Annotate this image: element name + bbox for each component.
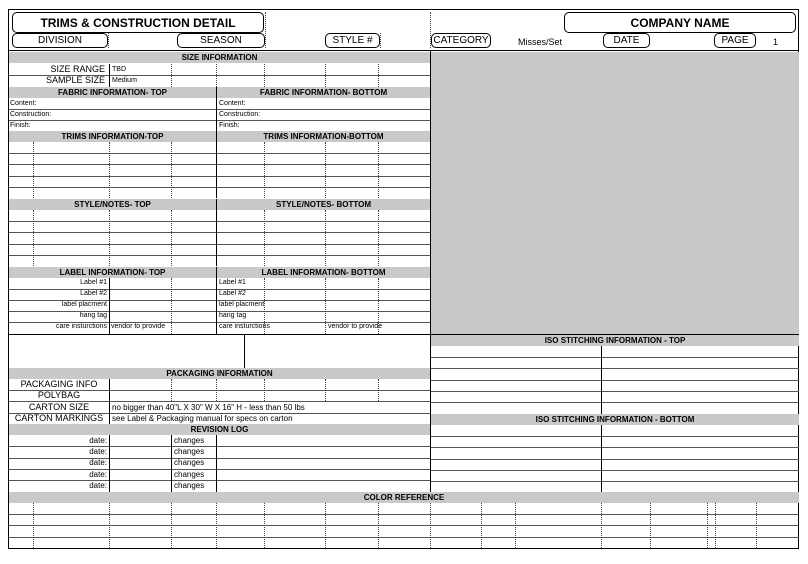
style-notes-top-heading: STYLE/NOTES- TOP [9, 199, 216, 210]
polybag-label: POLYBAG [37, 390, 81, 400]
company-name[interactable] [564, 12, 796, 33]
fabric-top-heading: FABRIC INFORMATION- TOP [9, 87, 216, 98]
style-label: STYLE # [332, 35, 373, 46]
label1-bottom: Label #1 [219, 279, 246, 286]
carton-markings-value[interactable]: see Label & Packaging manual for specs on carton [112, 414, 293, 423]
fabric-bottom-finish[interactable]: Finish: [219, 122, 240, 129]
revision-changes-4: changes [174, 470, 205, 479]
revision-heading: REVISION LOG [9, 424, 430, 435]
sample-size-label: SAMPLE SIZE [45, 75, 105, 85]
hang-tag-bottom: hang tag [219, 312, 247, 319]
revision-changes-3: changes [174, 458, 205, 467]
carton-markings-label: CARTON MARKINGS [14, 413, 104, 423]
category-field[interactable] [431, 33, 491, 48]
revision-date-3: date: [89, 458, 107, 467]
fabric-bottom-heading: FABRIC INFORMATION- BOTTOM [217, 87, 430, 98]
iso-top-heading: ISO STITCHING INFORMATION - TOP [431, 335, 799, 346]
label-bottom-heading: LABEL INFORMATION- BOTTOM [217, 267, 430, 278]
page-field[interactable] [714, 33, 756, 48]
form-title-text: TRIMS & CONSTRUCTION DETAIL [40, 15, 236, 30]
revision-date-1: date: [89, 436, 107, 445]
division-label: DIVISION [38, 35, 82, 46]
size-range-value[interactable]: TBD [112, 66, 126, 73]
carton-size-label: CARTON SIZE [28, 402, 90, 412]
revision-date-5: date: [89, 481, 107, 490]
vendor-top[interactable]: vendor to provide [111, 323, 166, 330]
fabric-bottom-content[interactable]: Content: [219, 100, 246, 107]
category-value: Misses/Set [518, 37, 563, 47]
label-placement-top: label placment [61, 301, 107, 308]
care-top: care insturctions [56, 323, 107, 330]
division-field[interactable] [12, 33, 108, 48]
season-label: SEASON [200, 35, 242, 46]
fabric-top-finish[interactable]: Finish: [10, 122, 31, 129]
company-name-text: COMPANY NAME [630, 15, 730, 30]
date-field[interactable] [603, 33, 650, 48]
label1-top: Label #1 [80, 279, 107, 286]
packaging-info-label: PACKAGING INFO [20, 379, 98, 389]
revision-changes-5: changes [174, 481, 205, 490]
page-value: 1 [773, 37, 779, 47]
color-reference-heading: COLOR REFERENCE [9, 492, 799, 503]
season-field[interactable] [177, 33, 265, 48]
revision-changes-1: changes [174, 436, 205, 445]
fabric-bottom-construction[interactable]: Construction: [219, 111, 261, 118]
label-placement-bottom: label placment [219, 301, 265, 308]
revision-changes-2: changes [174, 447, 205, 456]
sketch-image-area[interactable] [431, 52, 799, 334]
iso-bottom-heading: ISO STITCHING INFORMATION - BOTTOM [431, 414, 799, 425]
label2-bottom: Label #2 [219, 290, 246, 297]
category-label: CATEGORY [433, 35, 489, 46]
trims-top-heading: TRIMS INFORMATION-TOP [9, 131, 216, 142]
label2-top: Label #2 [80, 290, 107, 297]
date-label: DATE [613, 35, 640, 46]
page-label: PAGE [721, 35, 749, 46]
style-field[interactable] [325, 33, 380, 48]
sample-size-value[interactable]: Medium [112, 77, 137, 84]
care-bottom: care insturctions [219, 323, 270, 330]
hang-tag-top: hang tag [79, 312, 107, 319]
size-range-label: SIZE RANGE [50, 64, 105, 74]
style-notes-bottom-heading: STYLE/NOTES- BOTTOM [217, 199, 430, 210]
label-top-heading: LABEL INFORMATION- TOP [9, 267, 216, 278]
vendor-bottom[interactable]: vendor to provide [328, 323, 383, 330]
fabric-top-content[interactable]: Content: [10, 100, 37, 107]
fabric-top-construction[interactable]: Construction: [10, 111, 52, 118]
packaging-heading: PACKAGING INFORMATION [9, 368, 430, 379]
size-info-heading: SIZE INFORMATION [9, 52, 430, 63]
revision-date-2: date: [89, 447, 107, 456]
revision-date-4: date: [89, 470, 107, 479]
trims-bottom-heading: TRIMS INFORMATION-BOTTOM [217, 131, 430, 142]
form-title [12, 12, 264, 33]
carton-size-value[interactable]: no bigger than 40"L X 30" W X 16" H - less than 50 lbs [112, 403, 305, 412]
